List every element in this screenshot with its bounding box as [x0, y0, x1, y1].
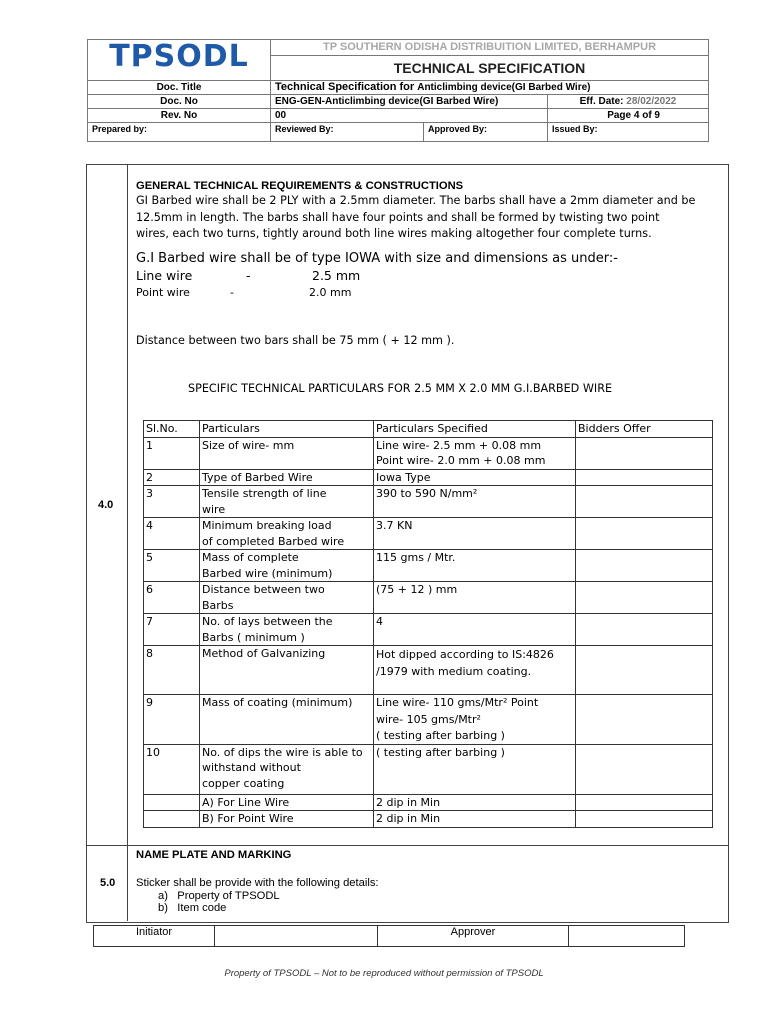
initiator-signature-cell: [215, 926, 378, 947]
point-wire-dash: -: [230, 286, 234, 299]
table-row: [144, 469, 713, 486]
cell-particulars: [200, 794, 374, 811]
cell-text: 390 to 590 N/mm²: [376, 487, 478, 500]
col-header-specified: Particulars Specified: [374, 421, 576, 438]
table-row: [144, 614, 713, 646]
paragraph-line: wires, each two turns, tightly around both line wires making altogether four complete turns.: [136, 227, 652, 240]
table-row: [144, 486, 713, 518]
section-4-number: 4.0: [98, 499, 114, 511]
cell-text: of completed Barbed wire: [202, 534, 345, 548]
section-5-number: 5.0: [100, 877, 116, 889]
cell-bidders-offer: [576, 794, 713, 811]
list-item: a) Property of TPSODL: [158, 889, 280, 902]
cell-slno: [144, 811, 200, 828]
cell-bidders-offer: [576, 614, 713, 646]
cell-text: 4: [376, 615, 383, 628]
cell-text: 2 dip in Min: [376, 795, 441, 809]
cell-slno: 5: [144, 550, 200, 582]
section-divider: [86, 845, 728, 846]
approved-by: Approved By:: [424, 123, 548, 142]
cell-text: Line wire- 2.5 mm + 0.08 mm: [376, 438, 542, 452]
approver-label: Approver: [378, 926, 569, 947]
section-4-heading: GENERAL TECHNICAL REQUIREMENTS & CONSTRUCTIONS: [136, 180, 464, 192]
cell-text: B) For Point Wire: [202, 812, 294, 825]
cell-text: Point wire- 2.0 mm + 0.08 mm: [376, 454, 546, 467]
paragraph-line: 12.5mm in length. The barbs shall have four points and shall be formed by twisting two point: [136, 210, 660, 224]
doc-title-value: [271, 81, 709, 95]
cell-specified: [374, 518, 576, 550]
cell-text: Mass of complete: [202, 551, 299, 564]
col-header-bidders-offer: Bidders Offer: [576, 421, 713, 438]
cell-slno: 2: [144, 469, 200, 486]
distance-line: Distance between two bars shall be 75 mm ( + 12 mm ).: [136, 334, 455, 347]
cell-slno: 7: [144, 614, 200, 646]
cell-text: Barbs ( minimum ): [202, 630, 305, 644]
cell-text: ( testing after barbing ): [376, 745, 505, 759]
doc-title-text: Anticlimbing device(GI Barbed Wire): [417, 82, 591, 93]
table-row: [144, 744, 713, 794]
page-number: Page 4 of 9: [548, 109, 709, 123]
specification-table: [143, 420, 713, 828]
cell-specified: [374, 550, 576, 582]
document-header: [87, 39, 709, 142]
signoff-table: [93, 925, 685, 947]
cell-text: A) For Line Wire: [202, 795, 290, 809]
sticker-intro: Sticker shall be provide with the following details:: [136, 877, 379, 889]
table-row: [144, 811, 713, 828]
cell-text: Barbed wire (minimum): [202, 566, 333, 580]
cell-specified: [374, 614, 576, 646]
cell-slno: 3: [144, 486, 200, 518]
cell-text: Minimum breaking load: [202, 519, 332, 532]
table-header-row: [144, 421, 713, 438]
cell-particulars: [200, 744, 374, 794]
cell-specified: [374, 582, 576, 614]
cell-bidders-offer: [576, 469, 713, 486]
cell-specified: [374, 437, 576, 469]
issued-by: Issued By:: [548, 123, 709, 142]
cell-particulars: [200, 646, 374, 695]
type-line: G.I Barbed wire shall be of type IOWA with size and dimensions as under:-: [136, 251, 618, 266]
rev-no-value: 00: [271, 109, 548, 123]
cell-particulars: [200, 695, 374, 745]
cell-text: Iowa Type: [376, 470, 431, 484]
cell-text: Mass of coating (minimum): [202, 696, 353, 709]
logo-cell: [88, 40, 271, 81]
list-item: b) Item code: [158, 902, 227, 914]
rev-no-label: Rev. No: [88, 109, 271, 123]
table-row: [144, 518, 713, 550]
cell-text: Line wire- 110 gms/Mtr² Point: [376, 696, 539, 709]
eff-date-value: 28/02/2022: [626, 95, 677, 107]
cell-particulars: [200, 811, 374, 828]
eff-date-label: Eff. Date:: [579, 95, 627, 107]
cell-slno: 9: [144, 695, 200, 745]
table-row: [144, 582, 713, 614]
cell-text: Distance between two: [202, 583, 325, 596]
doc-title-label: Doc. Title: [88, 81, 271, 95]
table-row: [144, 646, 713, 695]
cell-specified: [374, 469, 576, 486]
cell-text: Tensile strength of line: [202, 487, 327, 500]
cell-bidders-offer: [576, 582, 713, 614]
section-5-body: [136, 877, 379, 915]
cell-specified: [374, 811, 576, 828]
cell-text: Size of wire- mm: [202, 438, 295, 452]
cell-slno: 10: [144, 744, 200, 794]
cell-bidders-offer: [576, 486, 713, 518]
table-row: [144, 437, 713, 469]
cell-text: wire: [202, 502, 226, 516]
col-header-slno: Sl.No.: [144, 421, 200, 438]
cell-text: (75 + 12 ) mm: [376, 583, 458, 596]
cell-particulars: [200, 582, 374, 614]
section-4-paragraph: [136, 193, 716, 243]
tpsodl-logo: TPSODL: [109, 38, 249, 74]
initiator-label: Initiator: [94, 926, 215, 947]
point-wire-row: [136, 286, 436, 301]
cell-bidders-offer: [576, 811, 713, 828]
cell-bidders-offer: [576, 646, 713, 695]
cell-text: ( testing after barbing ): [376, 729, 505, 742]
doc-no-value: ENG-GEN-Anticlimbing device(GI Barbed Wire): [271, 95, 548, 109]
cell-particulars: [200, 518, 374, 550]
point-wire-value: 2.0 mm: [309, 286, 352, 299]
cell-text: No. of lays between the: [202, 615, 333, 628]
cell-particulars: [200, 486, 374, 518]
cell-bidders-offer: [576, 550, 713, 582]
reviewed-by: Reviewed By:: [271, 123, 424, 142]
cell-bidders-offer: [576, 744, 713, 794]
cell-slno: 8: [144, 646, 200, 695]
cell-text: wire- 105 gms/Mtr²: [376, 712, 481, 726]
cell-text: 3.7 KN: [376, 519, 413, 532]
cell-bidders-offer: [576, 518, 713, 550]
cell-particulars: [200, 614, 374, 646]
section-number-divider: [127, 164, 128, 921]
cell-text: Hot dipped according to IS:4826: [376, 648, 554, 661]
cell-specified: [374, 486, 576, 518]
cell-bidders-offer: [576, 437, 713, 469]
document-type: TECHNICAL SPECIFICATION: [271, 55, 709, 81]
eff-date: [548, 95, 709, 109]
prepared-by: Prepared by:: [88, 123, 271, 142]
company-name: TP SOUTHERN ODISHA DISTRIBUITION LIMITED, BERHAMPUR: [271, 40, 709, 56]
table-row: [144, 550, 713, 582]
col-header-particulars: Particulars: [200, 421, 374, 438]
approver-signature-cell: [569, 926, 685, 947]
cell-text: Barbs: [202, 598, 234, 612]
cell-specified: [374, 646, 576, 695]
cell-text: 2 dip in Min: [376, 812, 441, 825]
table-row: [144, 794, 713, 811]
cell-particulars: [200, 437, 374, 469]
cell-text: /1979 with medium coating.: [376, 665, 532, 678]
cell-specified: [374, 744, 576, 794]
cell-particulars: [200, 469, 374, 486]
doc-title-prefix: Technical Specification for: [275, 81, 418, 93]
line-wire-dash: -: [246, 268, 251, 283]
page-footer: Property of TPSODL – Not to be reproduced without permission of TPSODL: [224, 968, 544, 979]
line-wire-value: 2.5 mm: [312, 268, 361, 283]
cell-slno: [144, 794, 200, 811]
table-title: SPECIFIC TECHNICAL PARTICULARS FOR 2.5 MM X 2.0 MM G.I.BARBED WIRE: [188, 382, 613, 395]
cell-specified: [374, 695, 576, 745]
cell-particulars: [200, 550, 374, 582]
cell-slno: 1: [144, 437, 200, 469]
table-row: [144, 695, 713, 745]
cell-specified: [374, 794, 576, 811]
cell-text: Type of Barbed Wire: [202, 470, 313, 484]
line-wire-label: Line wire: [136, 268, 193, 283]
cell-slno: 4: [144, 518, 200, 550]
cell-slno: 6: [144, 582, 200, 614]
paragraph-line: GI Barbed wire shall be 2 PLY with a 2.5mm diameter. The barbs shall have a 2mm diameter and be: [136, 194, 696, 207]
cell-text: 115 gms / Mtr.: [376, 551, 456, 564]
cell-text: withstand without: [202, 761, 301, 774]
cell-text: No. of dips the wire is able to: [202, 745, 363, 759]
point-wire-label: Point wire: [136, 286, 190, 299]
cell-bidders-offer: [576, 695, 713, 745]
line-wire-row: [136, 268, 436, 285]
cell-text: copper coating: [202, 776, 285, 790]
cell-text: Method of Galvanizing: [202, 647, 326, 660]
section-5-heading: NAME PLATE AND MARKING: [136, 849, 292, 861]
doc-no-label: Doc. No: [88, 95, 271, 109]
